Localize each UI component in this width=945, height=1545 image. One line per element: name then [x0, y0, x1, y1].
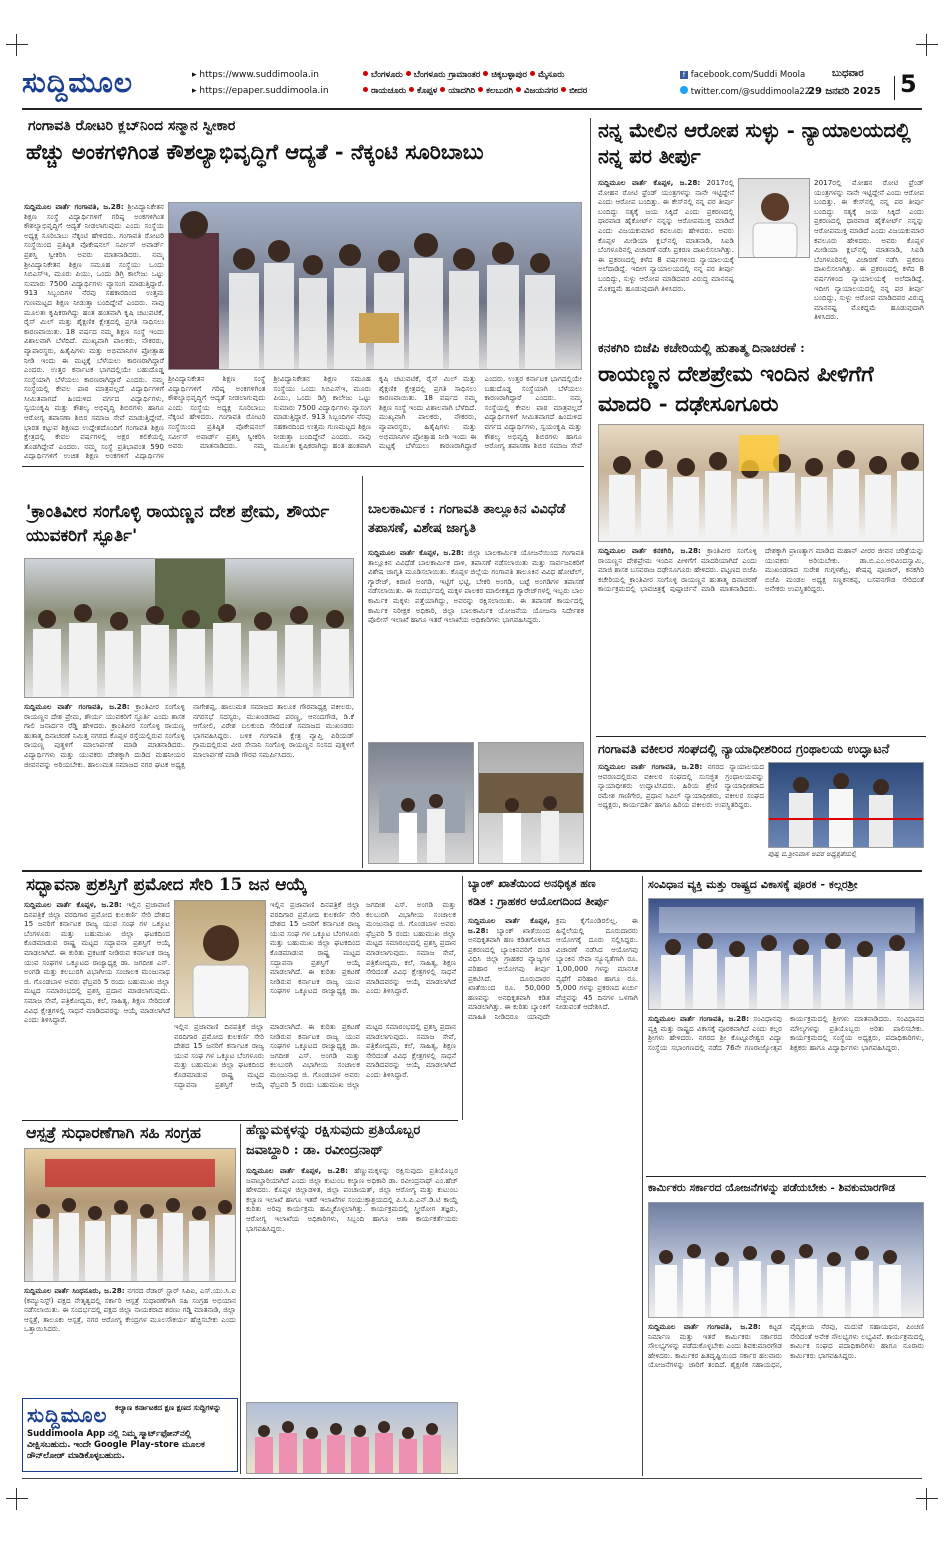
app-ad-box[interactable]	[22, 1398, 238, 1472]
story4-body: ಸುದ್ದಿಮೂಲ ವಾರ್ತೆ ಗಂಗಾವತಿ, ಜ.28: ಕ್ರಾಂತಿವೀರ ಸಂಗೊಳ್ಳಿ ರಾಯಣ್ಣನ ದೇಶ ಪ್ರೇಮ, ಶೌರ್ಯ ಯುವಕರಿಗೆ ಸ್ಫೂರ್ತಿ ಎಂದು ಶಾಸಕ ಗಾಲಿ ಜನಾರ್ದನ ರೆಡ್ಡಿ ಹೇಳಿದರು. ಕ್ರಾಂತಿವೀರ ಸಂಗೊಳ್ಳಿ ರಾಯಣ್ಣ ಹುತಾತ್ಮ ದಿನಾಚರಣೆ ನಿಮಿತ್ತ ನಗರದ ಕೊಪ್ಪಳ ರಸ್ತೆಯಲ್ಲಿರುವ ಸಂಗೊಳ್ಳಿ ರಾಯಣ್ಣ ಪುತ್ಥಳಿಗೆ ಮಾಲಾರ್ಪಣೆ ಮಾಡಿ ಮಾತನಾಡಿದರು. ವಿದ್ಯಾರ್ಥಿಗಳು ಮತ್ತು ಯುವಕರು ದೇಶಕ್ಕಾಗಿ ದುಡಿದ ಮಹನೀಯರ ಜೀವನವನ್ನು ಅರಿಯಬೇಕು. ಹಾಲುಮತ ಸಮಾಜದ ನಗರ ಘಟಕ ಅಧ್ಯಕ್ಷ ನಾಗೇಶಪ್ಪ, ಹಾಲುಮತ ಸಮಾಜದ ತಾಲೂಕ ಗೌರವಾಧ್ಯಕ್ಷ ವಕೀಲರು, ನಗರಸಭೆ ಸದಸ್ಯರು, ಮುಖಂಡರಾದ ಪರಣ್ಣ, ಆನಂದಗೌಡ, ಡಿ.ಕೆ ಆಗೋಲಿ, ವಿರೇಶ ಬಲಕುಂದಿ ಸೇರಿದಂತೆ ಸಮಾಜದ ಮುಖಂಡರು ಭಾಗವಹಿಸಿದ್ದರು. ಬಳಿಕ ಗಂಗಾವತಿ ಕ್ಷೇತ್ರ ವ್ಯಾಪ್ತಿ ಪಿರಿಯಡ್ ಗ್ರಾಮದಲ್ಲಿರುವ ವೀರ ಸೇನಾನಿ ಸಂಗೊಳ್ಳಿ ರಾಯಣ್ಣನ ಸಂಸದ ಪುತ್ಥಳಿಗೆ ಮಾಲಾರ್ಪಣೆ ಮಾಡಿ ಗೌರವ ಸಮರ್ಪಿಸಿದರು.	[24, 702, 354, 769]
nav-item[interactable]: ಬೆಂಗಳೂರು ಗ್ರಾಮಾಂತರ	[413, 70, 481, 80]
website-link[interactable]: ▸ https://www.suddimoola.in	[192, 70, 319, 80]
story9-photo	[648, 898, 924, 1010]
story6-caption: ಪುಷ್ಪ ಬಿ.ಶ್ರೀನಿವಾಸ ಅವರ ಅಧ್ಯಕ್ಷತೆಯಲ್ಲಿ	[768, 850, 857, 858]
masthead-rule	[22, 108, 922, 110]
story8-body: ಸುದ್ದಿಮೂಲ ವಾರ್ತೆ ಕೊಪ್ಪಳ, ಜ.28: ಬ್ಯಾಂಕ್ ಖಾತೆಯಿಂದ ಅನಧಿಕೃತವಾಗಿ ಹಣ ಕಡಿತಗೊಳಿಸಿದ ಪ್ರಕರಣದಲ್ಲಿ ಬ್ಯಾಂಕಿನವರಿಗೆ ದಂಡ ವಿಧಿಸಿ ಜಿಲ್ಲಾ ಗ್ರಾಹಕರ ವ್ಯಾಜ್ಯಗಳ ಪರಿಹಾರ ಆಯೋಗವು ತೀರ್ಪು ಪ್ರಕಟಿಸಿದೆ. ದೂರುದಾರರ ಖಾತೆಯಿಂದ ರೂ. 50,000 ಹಣವನ್ನು ಅನಧಿಕೃತವಾಗಿ ಕಡಿತ ಮಾಡಲಾಗಿತ್ತು. ಈ ಕುರಿತು ಬ್ಯಾಂಕಿಗೆ ಮಾಹಿತಿ ನೀಡಿದರೂ ಯಾವುದೇ ಕ್ರಮ ಕೈಗೊಂಡಿರಲಿಲ್ಲ. ಈ ಹಿನ್ನೆಲೆಯಲ್ಲಿ ದೂರುದಾರರು ಆಯೋಗಕ್ಕೆ ದೂರು ಸಲ್ಲಿಸಿದ್ದರು. ವಿಚಾರಣೆ ನಡೆಸಿದ ಆಯೋಗವು ಬ್ಯಾಂಕಿನ ಸೇವಾ ನ್ಯೂನ್ಯತೆಗಾಗಿ ರೂ. 1,00,000 ಗಳನ್ನು ಮಾನಸಿಕ ವ್ಯಥೆಗೆ ಪರಿಹಾರ ಹಾಗೂ ರೂ. 5,000 ಗಳನ್ನು ಪ್ರಕರಣದ ಖರ್ಚು ವೆಚ್ಚವನ್ನು 45 ದಿನಗಳ ಒಳಗಾಗಿ ನೀಡುವಂತೆ ಆದೇಶಿಸಿದೆ.	[468, 916, 638, 1021]
story4-headline: 'ಕ್ರಾಂತಿವೀರ ಸಂಗೊಳ್ಳಿ ರಾಯಣ್ಣನ ದೇಶ ಪ್ರೇಮ, ಶೌರ್ಯ ಯುವಕರಿಗೆ ಸ್ಫೂರ್ತಿ'	[26, 502, 330, 546]
facebook-icon: f	[680, 71, 688, 79]
story6-photo	[768, 762, 924, 848]
nav-bullet-icon	[483, 71, 488, 76]
nav-bullet-icon	[440, 87, 445, 92]
story3-body: ಸುದ್ದಿಮೂಲ ವಾರ್ತೆ ಕನಕಗಿರಿ, ಜ.28: ಕ್ರಾಂತಿವೀರ ಸಂಗೊಳ್ಳಿ ರಾಯಣ್ಣನ ದೇಶಪ್ರೇಮ ಇಂದಿನ ಪೀಳಿಗೆಗೆ ಮಾದರಿಯಾಗಿದೆ ಎಂದು ಮಾಜಿ ಶಾಸಕ ಬಸವರಾಜ ದಢೇಸೂಗೂರು ಹೇಳಿದರು. ಪಟ್ಟಣದ ಬಿಜೆಪಿ ಕಚೇರಿಯಲ್ಲಿ ಕ್ರಾಂತಿವೀರ ಸಂಗೊಳ್ಳಿ ರಾಯಣ್ಣನ ಹುತಾತ್ಮ ದಿನಾಚರಣೆ ಕಾರ್ಯಕ್ರಮದಲ್ಲಿ ಭಾವಚಿತ್ರಕ್ಕೆ ಪುಷ್ಪಾರ್ಚನೆ ಮಾಡಿ ಮಾತನಾಡಿದರು. ದೇಶಕ್ಕಾಗಿ ಪ್ರಾಣತ್ಯಾಗ ಮಾಡಿದ ಮಹಾನ್ ವೀರರ ಜೀವನ ಚರಿತ್ರೆಯನ್ನು ಯುವಕರು ಅರಿಯಬೇಕು. ಡಾ.ಬಿ.ಎಂ.ಅರವಿಂದಸ್ವಾಮಿ, ಮುಖಂಡರಾದ ಸುರೇಶ ಗುಗ್ಗಳಶೆಟ್ರ, ಶೇಷಪ್ಪ ಪೂಜಾರ್, ಕನಕಗಿರಿ ಬಿಜೆಪಿ ಮಂಡಲ ಅಧ್ಯಕ್ಷ ಸಣ್ಣಕನಕಪ್ಪ, ಬಸವನಗೌಡ ಸೇರಿದಂತೆ ಅನೇಕರು ಉಪಸ್ಥಿತರಿದ್ದರು.	[598, 546, 924, 594]
story3-photo	[598, 424, 924, 542]
issue-day: ಬುಧವಾರ	[832, 68, 864, 79]
twitter-link[interactable]: twitter.com/@suddimoola22	[680, 86, 810, 97]
story6-body: ಸುದ್ದಿಮೂಲ ವಾರ್ತೆ ಗಂಗಾವತಿ, ಜ.28: ನಗರದ ನ್ಯಾಯಾಲಯದ ಆವರಣದಲ್ಲಿರುವ ವಕೀಲರ ಸಂಘದಲ್ಲಿ ಸುಸಜ್ಜಿತ ಗ್ರಂಥಾಲಯವನ್ನು ನ್ಯಾಯಾಧೀಶರು ಉದ್ಘಾಟಿಸಿದರು. ಹಿರಿಯ ಶ್ರೇಣಿ ನ್ಯಾಯಾಧೀಶರಾದ ರಮೇಶ ಗಾಣಿಗೇರ, ಪ್ರಧಾನ ಸಿವಿಲ್ ನ್ಯಾಯಾಧೀಶರು, ವಕೀಲರ ಸಂಘದ ಅಧ್ಯಕ್ಷರು, ಕಾರ್ಯದರ್ಶಿ ಹಾಗೂ ಹಿರಿಯ ವಕೀಲರು ಉಪಸ್ಥಿತರಿದ್ದರು.	[598, 762, 764, 810]
story7-body: ಸುದ್ದಿಮೂಲ ವಾರ್ತೆ ಕೊಪ್ಪಳ, ಜ.28: ಇಲ್ಲಿನ ಪ್ರಜಾವಾಣಿ ದಿನಪತ್ರಿಕೆ ಜಿಲ್ಲಾ ವರದಿಗಾರ ಪ್ರಮೋದ ಕುಲಕರ್ಣಿ ಸೇರಿ ದೇಶದ 15 ಜನರಿಗೆ ಕರ್ನಾಟಕ ರಾಜ್ಯ ಯುವ ಸಂಘ ಗಳ ಒಕ್ಕೂಟ ಬೆಂಗಳೂರು ಮತ್ತು ಬಹುಮುಖ ಜಿಲ್ಲಾ ಘಟಕದಿಂದ ಕೊಡಮಾಡುವ ರಾಷ್ಟ್ರ ಮಟ್ಟದ ಸದ್ಭಾವನಾ ಪ್ರಶಸ್ತಿಗೆ ಆಯ್ಕೆ ಮಾಡಲಾಗಿದೆ. ಈ ಕುರಿತು ಪ್ರಕಟಣೆ ನೀಡಿರುವ ಕರ್ನಾಟಕ ರಾಜ್ಯ ಯುವ ಸಂಘಗಳ ಒಕ್ಕೂಟದ ರಾಜ್ಯಾಧ್ಯಕ್ಷ ಡಾ. ಜಗದೀಶ ಎಸ್. ಅಂಗಡಿ ಮತ್ತು ಕಲಬುರಗಿ ವಿಭಾಗೀಯ ಸಂಚಾಲಕ ಮಂಜುನಾಥ ಜಿ. ಗೊಂಡಬಾಳ ಅವರು ಫೆಬ್ರವರಿ 5 ರಂದು ಬಹುಮುಖ ಜಿಲ್ಲಾ ಮಟ್ಟದ ಸಮಾರಂಭದಲ್ಲಿ ಪ್ರಶಸ್ತಿ ಪ್ರದಾನ ಮಾಡಲಾಗುವುದು. ಸಮಾಜ ಸೇವೆ, ಪತ್ರಿಕೋದ್ಯಮ, ಕಲೆ, ಸಾಹಿತ್ಯ, ಶಿಕ್ಷಣ ಸೇರಿದಂತೆ ವಿವಿಧ ಕ್ಷೇತ್ರಗಳಲ್ಲಿ ಸಾಧನೆ ಮಾಡಿದವರನ್ನು ಆಯ್ಕೆ ಮಾಡಲಾಗಿದೆ ಎಂದು ತಿಳಿಸಿದ್ದಾರೆ.	[24, 900, 170, 1025]
district-nav-row2	[360, 86, 587, 96]
story8-headline: ಕಡಿತ : ಗ್ರಾಹಕರ ಆಯೋಗದಿಂದ ತೀರ್ಪು	[468, 895, 609, 908]
nav-item[interactable]: ವಿಜಯನಗರ	[524, 86, 559, 96]
page-number: 5	[900, 70, 917, 98]
story3-headline: ರಾಯಣ್ಣನ ದೇಶಪ್ರೇಮ ಇಂದಿನ ಪೀಳಿಗೆಗೆ ಮಾದರಿ - ದಢೇಸೂಗೂರು	[598, 362, 874, 417]
story1-photo	[168, 202, 582, 370]
nav-bullet-icon	[530, 71, 535, 76]
crop-mark	[916, 1488, 938, 1510]
app-ad-line2: Suddimoola App ನಲ್ಲಿ ನಿಮ್ಮ ಸ್ಮಾರ್ಟ್‌ಫೋನ್‌ನಲ್ಲಿ ವೀಕ್ಷಿಸಬಹುದು. ಇಂದೇ Google Play-store ಮೂಲಕ ಡೌನ್‌ಲೋಡ್ ಮಾಡಿಕೊಳ್ಳಬಹುದು.	[27, 1429, 205, 1461]
nav-bullet-icon	[406, 71, 411, 76]
story2-body-cont: 2017ರಲ್ಲಿ ಮೋಹನ ರೋಟಿ ಫ್ರೆಂಡ್ ಯಂತ್ರಗಳನ್ನು ನಾನೇ ಇಟ್ಟಿದ್ದೇನೆ ಎಂದು ಆರೋಪ ಬಂದಿತ್ತು. ಈ ಕೇಸ್‌ನಲ್ಲಿ ನನ್ನ ಪರ ತೀರ್ಪು ಬಂದಿದ್ದು ಸತ್ಯಕ್ಕೆ ಜಯ ಸಿಕ್ಕಿದೆ ಎಂದು ಪ್ರಕರಣದಲ್ಲಿ ಧಾರವಾಡ ಹೈಕೋರ್ಟ್ ನನ್ನನ್ನು ಆರೋಪಮುಕ್ತ ಮಾಡಿದೆ ಎಂದು ವಿಜಯಕುಮಾರ ಕವಲೂರು ಹೇಳಿದರು. ಅವರು ಕೊಪ್ಪಳ ಮೀಡಿಯಾ ಕ್ಲಬ್‌ನಲ್ಲಿ ಮಾತನಾಡಿ, ಸಿಐಡಿ ಬೆಂಗಳೂರಿನಲ್ಲಿ ವಿಚಾರಣೆ ನಡೆಸಿ ಪ್ರಕರಣ ದಾಖಲಿಸಲಾಗಿತ್ತು. ಈ ಪ್ರಕರಣದಲ್ಲಿ ಕಳೆದ 8 ವರ್ಷಗಳಿಂದ ನ್ಯಾಯಾಲಯಕ್ಕೆ ಅಲೆದಾಡಿದ್ದೆ. ಇದೀಗ ನ್ಯಾಯಾಲಯದಲ್ಲಿ ನನ್ನ ಪರ ತೀರ್ಪು ಬಂದಿದ್ದು, ಸುಳ್ಳು ಆರೋಪ ಮಾಡಿದವರ ವಿರುದ್ಧ ಮಾನನಷ್ಟ ಮೊಕದ್ದಮೆ ಹೂಡುವುದಾಗಿ ತಿಳಿಸಿದರು.	[814, 178, 924, 322]
story2-body: ಸುದ್ದಿಮೂಲ ವಾರ್ತೆ ಕೊಪ್ಪಳ, ಜ.28: 2017ರಲ್ಲಿ ಮೋಹನ ರೋಟಿ ಫ್ರೆಂಡ್ ಯಂತ್ರಗಳನ್ನು ನಾನೇ ಇಟ್ಟಿದ್ದೇನೆ ಎಂದು ಆರೋಪ ಬಂದಿತ್ತು. ಈ ಕೇಸ್‌ನಲ್ಲಿ ನನ್ನ ಪರ ತೀರ್ಪು ಬಂದಿದ್ದು ಸತ್ಯಕ್ಕೆ ಜಯ ಸಿಕ್ಕಿದೆ ಎಂದು ಪ್ರಕರಣದಲ್ಲಿ ಧಾರವಾಡ ಹೈಕೋರ್ಟ್ ನನ್ನನ್ನು ಆರೋಪಮುಕ್ತ ಮಾಡಿದೆ ಎಂದು ವಿಜಯಕುಮಾರ ಕವಲೂರು ಹೇಳಿದರು. ಅವರು ಕೊಪ್ಪಳ ಮೀಡಿಯಾ ಕ್ಲಬ್‌ನಲ್ಲಿ ಮಾತನಾಡಿ, ಸಿಐಡಿ ಬೆಂಗಳೂರಿನಲ್ಲಿ ವಿಚಾರಣೆ ನಡೆಸಿ ಪ್ರಕರಣ ದಾಖಲಿಸಲಾಗಿತ್ತು. ಈ ಪ್ರಕರಣದಲ್ಲಿ ಕಳೆದ 8 ವರ್ಷಗಳಿಂದ ನ್ಯಾಯಾಲಯಕ್ಕೆ ಅಲೆದಾಡಿದ್ದೆ. ಇದೀಗ ನ್ಯಾಯಾಲಯದಲ್ಲಿ ನನ್ನ ಪರ ತೀರ್ಪು ಬಂದಿದ್ದು, ಸುಳ್ಳು ಆರೋಪ ಮಾಡಿದವರ ವಿರುದ್ಧ ಮಾನನಷ್ಟ ಮೊಕದ್ದಮೆ ಹೂಡುವುದಾಗಿ ತಿಳಿಸಿದರು.	[598, 178, 734, 293]
story1-body: ಸುದ್ದಿಮೂಲ ವಾರ್ತೆ ಗಂಗಾವತಿ, ಜ.28: ಶ್ರೀವಿದ್ಯಾನಿಕೇತನ ಶಿಕ್ಷಣ ಸಂಸ್ಥೆ ವಿದ್ಯಾರ್ಥಿಗಳಿಗೆ ಗರಿಷ್ಠ ಅಂಕಗಳಿಗಿಂತ ಕೌಶಲ್ಯಾಭಿವೃದ್ಧಿಗೆ ಆದ್ಯತೆ ನೀಡಲಾಗುವುದು ಎಂದು ಸಂಸ್ಥೆಯ ಅಧ್ಯಕ್ಷ ಸೂರಿಬಾಬು ನೆಕ್ಕಂಟಿ ಹೇಳಿದರು. ಗಂಗಾವತಿ ರೋಟರಿ ಸಂಸ್ಥೆಯಿಂದ ಪ್ರತಿಷ್ಠಿತ ವೊಕೇಷನಲ್ ಸರ್ವೀಸ್ ಅವಾರ್ಡ್ ಪ್ರಶಸ್ತಿ ಸ್ವೀಕರಿಸಿ ಅವರು ಮಾತನಾಡಿದರು. ನಮ್ಮ ಶ್ರೀವಿದ್ಯಾನಿಕೇತನ ಶಿಕ್ಷಣ ಸಮೂಹ ಸಂಸ್ಥೆಯು ಒಂದು ಸಿಬಿಎಸ್ಇ, ಮೂರು ಪಿಯು, ಒಂದು ಡಿಗ್ರಿ ಕಾಲೇಜು ಒಟ್ಟು ಸುಮಾರು 7500 ವಿದ್ಯಾರ್ಥಿಗಳು ವ್ಯಾಸಂಗ ಮಾಡುತ್ತಿದ್ದಾರೆ. 913 ಸಿಬ್ಬಂದಿಗಳ ನೆರವು ಸಹಕಾರದಿಂದ ಉತ್ತಮ ಗುಣಮಟ್ಟದ ಶಿಕ್ಷಣ ನೀಡುತ್ತಾ ಬಂದಿದ್ದೇವೆ ಎಂದರು. ನಾವು ಮೂಲತಃ ಕೃಷಿಕರಾಗಿದ್ದು ಹಂತ ಹಂತವಾಗಿ ಕೃಷಿ ಚಟುವಟಿಕೆ, ರೈಸ್ ಮಿಲ್ ಮತ್ತು ಶೈಕ್ಷಣಿಕ ಕ್ಷೇತ್ರದಲ್ಲಿ ಪ್ರಗತಿ ಸಾಧಿಸಲು ಕಾರಣವಾಯಿತು. 18 ವರ್ಷದ ನಮ್ಮ ಶಿಕ್ಷಣ ಸಂಸ್ಥೆ ಇಂದು ವಿಶಾಲವಾಗಿ ಬೆಳೆದಿದೆ. ಮುಖ್ಯವಾಗಿ ಪಾಲಕರು, ನೌಕರರು, ವ್ಯಾಪಾರಸ್ಥರು, ಹಿತೈಷಿಗಳು ಮತ್ತು ಅಭಿಮಾನಿಗಳ ಪ್ರೋತ್ಸಾಹ ನೀಡಿ ಇಂದು ಈ ಮಟ್ಟಕ್ಕೆ ಬೆಳೆಯಲು ಕಾರಣರಾಗಿದ್ದಾರೆ ಎಂದರು. ಉತ್ತರ ಕರ್ನಾಟಕ ಭಾಗದಲ್ಲಿಯೇ ಬಹುದೊಡ್ಡ ಸಂಸ್ಥೆಯಾಗಿ ಬೆಳೆಯಲು ಕಾರಣರಾಗಿದ್ದಾರೆ ಎಂದರು. ನಮ್ಮ ಸಂಸ್ಥೆಯಲ್ಲಿ ಕೇವಲ ಪಾಠ ಮಾತ್ರವಲ್ಲದೆ ವಿದ್ಯಾರ್ಥಿಗಳಿಗೆ ಸೀಮಿತವಾಗದೆ ಹಿಂದುಳಿದ ವರ್ಗದ ವಿದ್ಯಾರ್ಥಿಗಳು, ಸ್ವಯಂಕೃಷಿ ಮತ್ತು ಕೌಶಲ್ಯ ಅಭಿವೃದ್ಧಿ ಶಿಬಿರಗಳು ಹಾಗೂ ಆರೋಗ್ಯ ತಪಾಸಣಾ ಶಿಬಿರ ಸಮಾಜ ಸೇವೆ ಮಾಡುತ್ತಿದ್ದೇವೆ. ಭಾರತ ಕಟ್ಟುವ ಶಿಕ್ಷಣದ ಉದ್ದೇಶದೊಂದಿಗೆ ಗಂಗಾವತಿ ಶಿಕ್ಷಣ ಕ್ಷೇತ್ರದಲ್ಲಿ ಕೇವಲ ವರ್ಷಗಳಲ್ಲಿ ಅಕ್ಷರ ಕಲಿಕೆಯಲ್ಲಿ ತೊಡಗಿದ್ದೇವೆ ಎಂದರು. ನಮ್ಮ ಸಂಸ್ಥೆ ಪ್ರತಿಭಾವಂತ 590 ವಿದ್ಯಾರ್ಥಿಗಳಿಗೆ ಉಚಿತ ಶಿಕ್ಷಣ ಅಂಕಗಳಿಗೆ ವಿದ್ಯಾರ್ಥಿಗಳ	[24, 202, 164, 460]
story5-photo-a	[368, 742, 474, 864]
story1-kicker: ಗಂಗಾವತಿ ರೋಟರಿ ಕ್ಲಬ್‌ನಿಂದ ಸನ್ಮಾನ ಸ್ವೀಕಾರ	[28, 118, 236, 134]
story5-body: ಸುದ್ದಿಮೂಲ ವಾರ್ತೆ ಕೊಪ್ಪಳ, ಜ.28: ಜಿಲ್ಲಾ ಬಾಲಕಾರ್ಮಿಕ ಯೋಜನೆಯಿಂದ ಗಂಗಾವತಿ ತಾಲ್ಲೂಕಿನ ವಿವಿಧೆಡೆ ಬಾಲಕಾರ್ಮಿಕ ದಾಳಿ, ತಪಾಸಣೆ ನಡೆಸಲಾಯಿತು ಮತ್ತು ಸಾರ್ವಜನಿಕರಿಗೆ ವಿಶೇಷ ಜಾಗೃತಿ ಮೂಡಿಸಲಾಯಿತು. ಕೊಪ್ಪಳ ಜಿಲ್ಲೆಯ ಗಂಗಾವತಿ ತಾಲೂಕಿನ ವಿವಿಧ ಹೋಟೆಲ್, ಗ್ಯಾರೇಜ್, ಕಿರಾಣಿ ಅಂಗಡಿ, ಇಟ್ಟಿಗೆ ಭಟ್ಟಿ, ಬೇಕರಿ ಅಂಗಡಿ, ಬಟ್ಟೆ ಅಂಗಡಿಗಳ ತಪಾಸಣೆ ನಡೆಸಲಾಯಿತು. ಈ ಸಂದರ್ಭದಲ್ಲಿ ಮಕ್ಕಳ ಪಾಲಕರ ಮಾಲೀಕತ್ವದ ಗ್ಯಾರೇಜ್‌ಗಳಲ್ಲಿ ಇಬ್ಬರು ಬಾಲ ಕಾರ್ಮಿಕ ಮಕ್ಕಳು ಪತ್ತೆಯಾಗಿದ್ದು, ಅವರನ್ನು ರಕ್ಷಿಸಲಾಯಿತು. ಈ ತಪಾಸಣೆ ಕಾರ್ಯದಲ್ಲಿ ಕಾರ್ಮಿಕ ನಿರೀಕ್ಷಕ ಅಧಿಕಾರಿ, ಜಿಲ್ಲಾ ಬಾಲಕಾರ್ಮಿಕ ಯೋಜನೆಯ ಯೋಜನಾ ನಿರ್ದೇಶಕ ಪೊಲೀಸ್ ಇಲಾಖೆ ಹಾಗೂ ಇತರೆ ಇಲಾಖೆಯ ಅಧಿಕಾರಿಗಳು ಭಾಗವಹಿಸಿದ್ದರು.	[368, 548, 584, 625]
story5-headline: ಬಾಲಕಾರ್ಮಿಕ : ಗಂಗಾವತಿ ತಾಲ್ಲೂಕಿನ ವಿವಿಧೆಡೆ ತಪಾಸಣೆ, ವಿಶೇಷ ಜಾಗೃತಿ	[368, 502, 566, 536]
story11-photo	[246, 1402, 458, 1474]
facebook-link[interactable]: f facebook.com/Suddi Moola	[680, 70, 805, 80]
nav-item[interactable]: ಕಲಬುರಗಿ	[486, 86, 514, 96]
nav-bullet-icon	[561, 87, 566, 92]
story5-photo-b	[478, 742, 584, 864]
nav-item[interactable]: ಚಿಕ್ಕಬಳ್ಳಾಪುರ	[491, 70, 527, 80]
story7-body-cont: ಇಲ್ಲಿನ ಪ್ರಜಾವಾಣಿ ದಿನಪತ್ರಿಕೆ ಜಿಲ್ಲಾ ವರದಿಗಾರ ಪ್ರಮೋದ ಕುಲಕರ್ಣಿ ಸೇರಿ ದೇಶದ 15 ಜನರಿಗೆ ಕರ್ನಾಟಕ ರಾಜ್ಯ ಯುವ ಸಂಘ ಗಳ ಒಕ್ಕೂಟ ಬೆಂಗಳೂರು ಮತ್ತು ಬಹುಮುಖ ಜಿಲ್ಲಾ ಘಟಕದಿಂದ ಕೊಡಮಾಡುವ ರಾಷ್ಟ್ರ ಮಟ್ಟದ ಸದ್ಭಾವನಾ ಪ್ರಶಸ್ತಿಗೆ ಆಯ್ಕೆ ಮಾಡಲಾಗಿದೆ. ಈ ಕುರಿತು ಪ್ರಕಟಣೆ ನೀಡಿರುವ ಕರ್ನಾಟಕ ರಾಜ್ಯ ಯುವ ಸಂಘಗಳ ಒಕ್ಕೂಟದ ರಾಜ್ಯಾಧ್ಯಕ್ಷ ಡಾ. ಜಗದೀಶ ಎಸ್. ಅಂಗಡಿ ಮತ್ತು ಕಲಬುರಗಿ ವಿಭಾಗೀಯ ಸಂಚಾಲಕ ಮಂಜುನಾಥ ಜಿ. ಗೊಂಡಬಾಳ ಅವರು ಫೆಬ್ರವರಿ 5 ರಂದು ಬಹುಮುಖ ಜಿಲ್ಲಾ ಮಟ್ಟದ ಸಮಾರಂಭದಲ್ಲಿ ಪ್ರಶಸ್ತಿ ಪ್ರದಾನ ಮಾಡಲಾಗುವುದು. ಸಮಾಜ ಸೇವೆ, ಪತ್ರಿಕೋದ್ಯಮ, ಕಲೆ, ಸಾಹಿತ್ಯ, ಶಿಕ್ಷಣ ಸೇರಿದಂತೆ ವಿವಿಧ ಕ್ಷೇತ್ರಗಳಲ್ಲಿ ಸಾಧನೆ ಮಾಡಿದವರನ್ನು ಆಯ್ಕೆ ಮಾಡಲಾಗಿದೆ ಎಂದು ತಿಳಿಸಿದ್ದಾರೆ.	[270, 900, 456, 996]
crop-mark	[6, 1488, 28, 1510]
story7-headline: ಸದ್ಭಾವನಾ ಪ್ರಶಸ್ತಿಗೆ ಪ್ರಮೋದ ಸೇರಿ 15 ಜನ ಆಯ್ಕೆ	[26, 875, 307, 895]
epaper-link[interactable]: ▸ https://epaper.suddimoola.in	[192, 86, 329, 96]
nav-item[interactable]: ರಾಯಚೂರು	[371, 86, 407, 96]
nav-item[interactable]: ಬೀದರ	[569, 86, 588, 96]
nav-bullet-icon	[409, 87, 414, 92]
story1-headline: ಹೆಚ್ಚು ಅಂಕಗಳಿಗಿಂತ ಕೌಶಲ್ಯಾಭಿವೃದ್ಧಿಗೆ ಆದ್ಯತೆ - ನೆಕ್ಕಂಟಿ ಸೂರಿಬಾಬು	[26, 139, 484, 164]
nav-item[interactable]: ಕೊಪ್ಪಳ	[417, 86, 438, 96]
app-ad-line1: ಕಲ್ಯಾಣ ಕರ್ನಾಟಕದ ಕ್ಷಣ ಕ್ಷಣದ ಸುದ್ದಿಗಳನ್ನು	[115, 1403, 222, 1412]
story11-headline: ಹೆಣ್ಣುಮಕ್ಕಳನ್ನು ರಕ್ಷಿಸುವುದು ಪ್ರತಿಯೊಬ್ಬರ	[246, 1123, 421, 1138]
twitter-icon	[680, 86, 688, 94]
issue-date: 29 ಜನವರಿ 2025	[808, 86, 881, 97]
story10-photo	[24, 1148, 236, 1282]
nav-item[interactable]: ಯಾದಗಿರಿ	[448, 86, 476, 96]
story2-portrait	[738, 178, 810, 258]
app-ad-logo: ಸುದ್ದಿಮೂಲ	[27, 1403, 108, 1427]
story4-photo	[24, 558, 354, 698]
story10-body: ಸುದ್ದಿಮೂಲ ವಾರ್ತೆ ಸಿಂಧನೂರು, ಜ.28: ನಗರದ ರೆಡಾರ್ ಸ್ಟಾರ್ ಸಿಪಿಐ, ಎಸ್.ಯು.ಸಿ.ಐ (ಕಮ್ಯುನಿಸ್ಟ್) ಪಕ್ಷದ ನೇತೃತ್ವದಲ್ಲಿ ಸರ್ಕಾರಿ ಆಸ್ಪತ್ರೆ ಸುಧಾರಣೆಗಾಗಿ ಸಹಿ ಸಂಗ್ರಹ ಅಭಿಯಾನ ನಡೆಸಲಾಯಿತು. ಈ ಸಂದರ್ಭದಲ್ಲಿ ಪಕ್ಷದ ಜಿಲ್ಲಾ ನಾಯಕರಾದ ಶರಣು ಗಡ್ಡಿ ಮಾತನಾಡಿ, ಜಿಲ್ಲಾ ಆಸ್ಪತ್ರೆ, ತಾಲೂಕು ಆಸ್ಪತ್ರೆ, ನಗರ ಆರೋಗ್ಯ ಕೇಂದ್ರಗಳ ಮೂಲಸೌಕರ್ಯ ಹೆಚ್ಚಿಸಬೇಕು ಎಂದು ಒತ್ತಾಯಿಸಿದರು.	[24, 1286, 236, 1334]
story9-headline: ಸಂವಿಧಾನ ವ್ಯಕ್ತಿ ಮತ್ತು ರಾಷ್ಟ್ರದ ವಿಕಾಸಕ್ಕೆ ಪೂರಕ - ಕಲ್ಗರಶ್ರೀ	[648, 877, 858, 891]
story1-body-cont: ಶ್ರೀವಿದ್ಯಾನಿಕೇತನ ಶಿಕ್ಷಣ ಸಂಸ್ಥೆ ವಿದ್ಯಾರ್ಥಿಗಳಿಗೆ ಗರಿಷ್ಠ ಅಂಕಗಳಿಗಿಂತ ಕೌಶಲ್ಯಾಭಿವೃದ್ಧಿಗೆ ಆದ್ಯತೆ ನೀಡಲಾಗುವುದು ಎಂದು ಸಂಸ್ಥೆಯ ಅಧ್ಯಕ್ಷ ಸೂರಿಬಾಬು ನೆಕ್ಕಂಟಿ ಹೇಳಿದರು. ಗಂಗಾವತಿ ರೋಟರಿ ಸಂಸ್ಥೆಯಿಂದ ಪ್ರತಿಷ್ಠಿತ ವೊಕೇಷನಲ್ ಸರ್ವೀಸ್ ಅವಾರ್ಡ್ ಪ್ರಶಸ್ತಿ ಸ್ವೀಕರಿಸಿ ಅವರು ಮಾತನಾಡಿದರು. ನಮ್ಮ ಶ್ರೀವಿದ್ಯಾನಿಕೇತನ ಶಿಕ್ಷಣ ಸಮೂಹ ಸಂಸ್ಥೆಯು ಒಂದು ಸಿಬಿಎಸ್ಇ, ಮೂರು ಪಿಯು, ಒಂದು ಡಿಗ್ರಿ ಕಾಲೇಜು ಒಟ್ಟು ಸುಮಾರು 7500 ವಿದ್ಯಾರ್ಥಿಗಳು ವ್ಯಾಸಂಗ ಮಾಡುತ್ತಿದ್ದಾರೆ. 913 ಸಿಬ್ಬಂದಿಗಳ ನೆರವು ಸಹಕಾರದಿಂದ ಉತ್ತಮ ಗುಣಮಟ್ಟದ ಶಿಕ್ಷಣ ನೀಡುತ್ತಾ ಬಂದಿದ್ದೇವೆ ಎಂದರು. ನಾವು ಮೂಲತಃ ಕೃಷಿಕರಾಗಿದ್ದು ಹಂತ ಹಂತವಾಗಿ ಕೃಷಿ ಚಟುವಟಿಕೆ, ರೈಸ್ ಮಿಲ್ ಮತ್ತು ಶೈಕ್ಷಣಿಕ ಕ್ಷೇತ್ರದಲ್ಲಿ ಪ್ರಗತಿ ಸಾಧಿಸಲು ಕಾರಣವಾಯಿತು. 18 ವರ್ಷದ ನಮ್ಮ ಶಿಕ್ಷಣ ಸಂಸ್ಥೆ ಇಂದು ವಿಶಾಲವಾಗಿ ಬೆಳೆದಿದೆ. ಮುಖ್ಯವಾಗಿ ಪಾಲಕರು, ನೌಕರರು, ವ್ಯಾಪಾರಸ್ಥರು, ಹಿತೈಷಿಗಳು ಮತ್ತು ಅಭಿಮಾನಿಗಳ ಪ್ರೋತ್ಸಾಹ ನೀಡಿ ಇಂದು ಈ ಮಟ್ಟಕ್ಕೆ ಬೆಳೆಯಲು ಕಾರಣರಾಗಿದ್ದಾರೆ ಎಂದರು. ಉತ್ತರ ಕರ್ನಾಟಕ ಭಾಗದಲ್ಲಿಯೇ ಬಹುದೊಡ್ಡ ಸಂಸ್ಥೆಯಾಗಿ ಬೆಳೆಯಲು ಕಾರಣರಾಗಿದ್ದಾರೆ ಎಂದರು. ನಮ್ಮ ಸಂಸ್ಥೆಯಲ್ಲಿ ಕೇವಲ ಪಾಠ ಮಾತ್ರವಲ್ಲದೆ ವಿದ್ಯಾರ್ಥಿಗಳಿಗೆ ಸೀಮಿತವಾಗದೆ ಹಿಂದುಳಿದ ವರ್ಗದ ವಿದ್ಯಾರ್ಥಿಗಳು, ಸ್ವಯಂಕೃಷಿ ಮತ್ತು ಕೌಶಲ್ಯ ಅಭಿವೃದ್ಧಿ ಶಿಬಿರಗಳು ಹಾಗೂ ಆರೋಗ್ಯ ತಪಾಸಣಾ ಶಿಬಿರ ಸಮಾಜ ಸೇವೆ	[168, 374, 582, 451]
district-nav-row1	[360, 70, 564, 80]
story3-kicker: ಕನಕಗಿರಿ ಬಿಜೆಪಿ ಕಚೇರಿಯಲ್ಲಿ ಹುತಾತ್ಮ ದಿನಾಚರಣೆ :	[598, 340, 805, 355]
story9-body: ಸುದ್ದಿಮೂಲ ವಾರ್ತೆ ಗಂಗಾವತಿ, ಜ.28: ಸಂವಿಧಾನವು ವ್ಯಕ್ತಿ ಮತ್ತು ರಾಷ್ಟ್ರದ ವಿಕಾಸಕ್ಕೆ ಪೂರಕವಾಗಿದೆ ಎಂದು ಕಲ್ಗರ ಶ್ರೀಗಳು ಹೇಳಿದರು. ನಗರದ ಶ್ರೀ ಕೊಟ್ಟೂರೇಶ್ವರ ವಿದ್ಯಾ ಸಂಸ್ಥೆಯ ಸಭಾಂಗಣದಲ್ಲಿ ನಡೆದ 76ನೇ ಗಣರಾಜ್ಯೋತ್ಸವ ಕಾರ್ಯಕ್ರಮದಲ್ಲಿ ಶ್ರೀಗಳು ಮಾತನಾಡಿದರು. ಸಂವಿಧಾನದ ಮೌಲ್ಯಗಳನ್ನು ಪ್ರತಿಯೊಬ್ಬರು ಅರಿತು ಪಾಲಿಸಬೇಕು. ಕಾರ್ಯಕ್ರಮದಲ್ಲಿ ಸಂಸ್ಥೆಯ ಅಧ್ಯಕ್ಷರು, ಪದಾಧಿಕಾರಿಗಳು, ಶಿಕ್ಷಕರು ಹಾಗೂ ವಿದ್ಯಾರ್ಥಿಗಳು ಭಾಗವಹಿಸಿದ್ದರು.	[648, 1014, 924, 1052]
crop-mark	[6, 34, 28, 56]
story10-headline: ಆಸ್ಪತ್ರೆ ಸುಧಾರಣೆಗಾಗಿ ಸಹಿ ಸಂಗ್ರಹ	[26, 1123, 202, 1142]
story11-headline2: ಜವಾಬ್ದಾರಿ : ಡಾ. ರವೀಂದ್ರನಾಥ್	[246, 1143, 384, 1158]
story12-headline: ಕಾರ್ಮಿಕರು ಸರ್ಕಾರದ ಯೋಜನೆಗಳನ್ನು ಪಡೆಯಬೇಕು - ಶಿವಕುಮಾರಗೌಡ	[648, 1182, 896, 1194]
story6-headline: ಗಂಗಾವತಿ ವಕೀಲರ ಸಂಘದಲ್ಲಿ ನ್ಯಾಯಾಧೀಶರಿಂದ ಗ್ರಂಥಾಲಯ ಉದ್ಘಾಟನೆ	[598, 741, 890, 756]
story8-kicker: ಬ್ಯಾಂಕ್ ಖಾತೆಯಿಂದ ಅನಧಿಕೃತ ಹಣ	[468, 877, 596, 890]
story11-body: ಸುದ್ದಿಮೂಲ ವಾರ್ತೆ ಕೊಪ್ಪಳ, ಜ.28: ಹೆಣ್ಣುಮಕ್ಕಳನ್ನು ರಕ್ಷಿಸುವುದು ಪ್ರತಿಯೊಬ್ಬರ ಜವಾಬ್ದಾರಿಯಾಗಿದೆ ಎಂದು ಜಿಲ್ಲಾ ಕುಟುಂಬ ಕಲ್ಯಾಣ ಅಧಿಕಾರಿ ಡಾ. ರವೀಂದ್ರನಾಥ್ ಎಂ.ಹೆಚ್ ಹೇಳಿದರು. ಕೊಪ್ಪಳ ಜಿಲ್ಲಾಡಳಿತ, ಜಿಲ್ಲಾ ಪಂಚಾಯತ್, ಜಿಲ್ಲಾ ಆರೋಗ್ಯ ಮತ್ತು ಕುಟುಂಬ ಕಲ್ಯಾಣ ಇಲಾಖೆ ಹಾಗೂ ಇತರೆ ಇಲಾಖೆಗಳ ಸಂಯುಕ್ತಾಶ್ರಯದಲ್ಲಿ ಪಿ.ಸಿ.ಪಿ.ಎನ್.ಡಿ.ಟಿ ಕಾಯ್ದೆ ಕುರಿತು ಅರಿವು ಕಾರ್ಯಕ್ರಮ ಹಮ್ಮಿಕೊಳ್ಳಲಾಗಿತ್ತು. ಕಾರ್ಯಕ್ರಮದಲ್ಲಿ ಸ್ತ್ರೀರೋಗ ತಜ್ಞರು, ಆರೋಗ್ಯ ಇಲಾಖೆಯ ಅಧಿಕಾರಿಗಳು, ಸಿಬ್ಬಂದಿ ಹಾಗೂ ಆಶಾ ಕಾರ್ಯಕರ್ತೆಯರು ಭಾಗವಹಿಸಿದ್ದರು.	[246, 1166, 458, 1233]
crop-mark	[916, 34, 938, 56]
nav-bullet-icon	[363, 71, 368, 76]
masthead-logo: ಸುದ್ದಿಮೂಲ	[22, 66, 134, 99]
story7-portrait	[174, 900, 266, 1018]
nav-item[interactable]: ಮೈಸೂರು	[537, 70, 565, 80]
nav-bullet-icon	[363, 87, 368, 92]
nav-bullet-icon	[516, 87, 521, 92]
nav-item[interactable]: ಬೆಂಗಳೂರು	[371, 70, 403, 80]
story2-headline: ನನ್ನ ಮೇಲಿನ ಆರೋಪ ಸುಳ್ಳು - ನ್ಯಾಯಾಲಯದಲ್ಲಿ ನನ್ನ ಪರ ತೀರ್ಪು	[598, 119, 911, 168]
story7-body-cont2: ಇಲ್ಲಿನ ಪ್ರಜಾವಾಣಿ ದಿನಪತ್ರಿಕೆ ಜಿಲ್ಲಾ ವರದಿಗಾರ ಪ್ರಮೋದ ಕುಲಕರ್ಣಿ ಸೇರಿ ದೇಶದ 15 ಜನರಿಗೆ ಕರ್ನಾಟಕ ರಾಜ್ಯ ಯುವ ಸಂಘ ಗಳ ಒಕ್ಕೂಟ ಬೆಂಗಳೂರು ಮತ್ತು ಬಹುಮುಖ ಜಿಲ್ಲಾ ಘಟಕದಿಂದ ಕೊಡಮಾಡುವ ರಾಷ್ಟ್ರ ಮಟ್ಟದ ಸದ್ಭಾವನಾ ಪ್ರಶಸ್ತಿಗೆ ಆಯ್ಕೆ ಮಾಡಲಾಗಿದೆ. ಈ ಕುರಿತು ಪ್ರಕಟಣೆ ನೀಡಿರುವ ಕರ್ನಾಟಕ ರಾಜ್ಯ ಯುವ ಸಂಘಗಳ ಒಕ್ಕೂಟದ ರಾಜ್ಯಾಧ್ಯಕ್ಷ ಡಾ. ಜಗದೀಶ ಎಸ್. ಅಂಗಡಿ ಮತ್ತು ಕಲಬುರಗಿ ವಿಭಾಗೀಯ ಸಂಚಾಲಕ ಮಂಜುನಾಥ ಜಿ. ಗೊಂಡಬಾಳ ಅವರು ಫೆಬ್ರವರಿ 5 ರಂದು ಬಹುಮುಖ ಜಿಲ್ಲಾ ಮಟ್ಟದ ಸಮಾರಂಭದಲ್ಲಿ ಪ್ರಶಸ್ತಿ ಪ್ರದಾನ ಮಾಡಲಾಗುವುದು. ಸಮಾಜ ಸೇವೆ, ಪತ್ರಿಕೋದ್ಯಮ, ಕಲೆ, ಸಾಹಿತ್ಯ, ಶಿಕ್ಷಣ ಸೇರಿದಂತೆ ವಿವಿಧ ಕ್ಷೇತ್ರಗಳಲ್ಲಿ ಸಾಧನೆ ಮಾಡಿದವರನ್ನು ಆಯ್ಕೆ ಮಾಡಲಾಗಿದೆ ಎಂದು ತಿಳಿಸಿದ್ದಾರೆ.	[174, 1022, 456, 1089]
nav-bullet-icon	[478, 87, 483, 92]
story12-body: ಸುದ್ದಿಮೂಲ ವಾರ್ತೆ ಗಂಗಾವತಿ, ಜ.28: ಕಟ್ಟಡ ನಿರ್ಮಾಣ ಮತ್ತು ಇತರೆ ಕಾರ್ಮಿಕರು ಸರ್ಕಾರದ ಸೌಲಭ್ಯಗಳನ್ನು ಪಡೆದುಕೊಳ್ಳಬೇಕು ಎಂದು ಶಿವಕುಮಾರಗೌಡ ಹೇಳಿದರು. ಕಾರ್ಮಿಕರ ಹಿತದೃಷ್ಟಿಯಿಂದ ಸರ್ಕಾರ ಹಲವಾರು ಯೋಜನೆಗಳನ್ನು ಜಾರಿಗೆ ತಂದಿದೆ. ಶೈಕ್ಷಣಿಕ ಸಹಾಯಧನ, ವೈದ್ಯಕೀಯ ನೆರವು, ಮದುವೆ ಸಹಾಯಧನ, ಪಿಂಚಣಿ ಸೇರಿದಂತೆ ಅನೇಕ ಸೌಲಭ್ಯಗಳು ಲಭ್ಯವಿವೆ. ಕಾರ್ಯಕ್ರಮದಲ್ಲಿ ಕಾರ್ಮಿಕ ಸಂಘದ ಪದಾಧಿಕಾರಿಗಳು ಹಾಗೂ ನೂರಾರು ಕಾರ್ಮಿಕರು ಭಾಗವಹಿಸಿದ್ದರು.	[648, 1322, 924, 1370]
story12-photo	[648, 1202, 924, 1318]
